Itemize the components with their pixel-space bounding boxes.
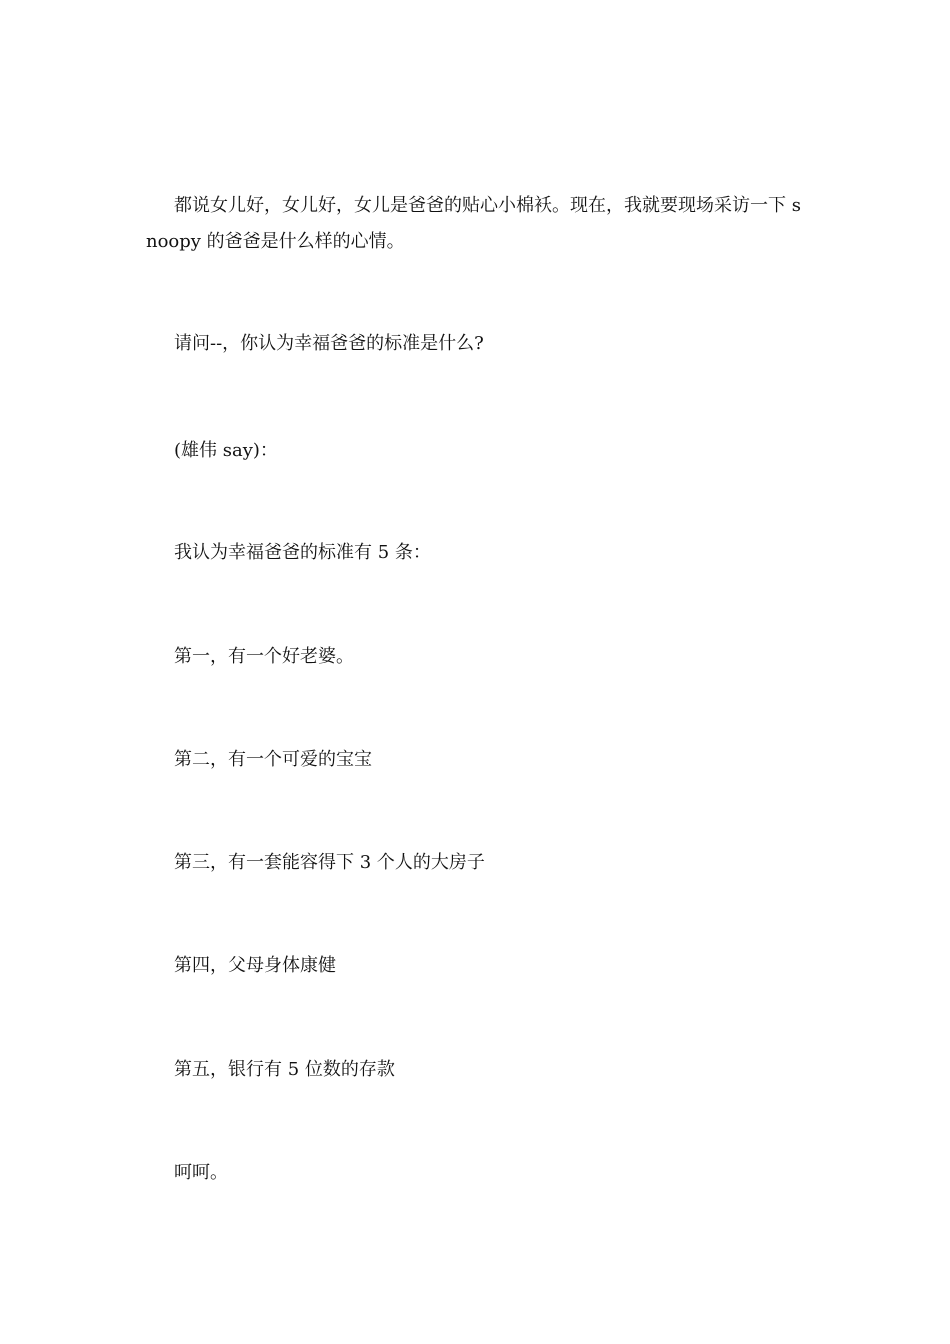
paragraph-intro: 都说女儿好，女儿好，女儿是爸爸的贴心小棉袄。现在，我就要现场采访一下 snoopy 的爸爸是什么样的心情。 [146,195,801,252]
paragraph-item-3: 第三，有一套能容得下 3 个人的大房子 [174,852,485,873]
paragraph-item-5: 第五，银行有 5 位数的存款 [174,1059,395,1080]
paragraph-item-4: 第四，父母身体康健 [174,955,336,976]
paragraph-item-2: 第二，有一个可爱的宝宝 [174,749,372,770]
paragraph-speaker: (雄伟 say)： [174,440,278,461]
paragraph-answer-lead: 我认为幸福爸爸的标准有 5 条： [174,542,431,563]
paragraph-question: 请问--，你认为幸福爸爸的标准是什么? [174,333,484,354]
paragraph-closing: 呵呵。 [174,1162,228,1183]
paragraph-item-1: 第一，有一个好老婆。 [174,646,354,667]
